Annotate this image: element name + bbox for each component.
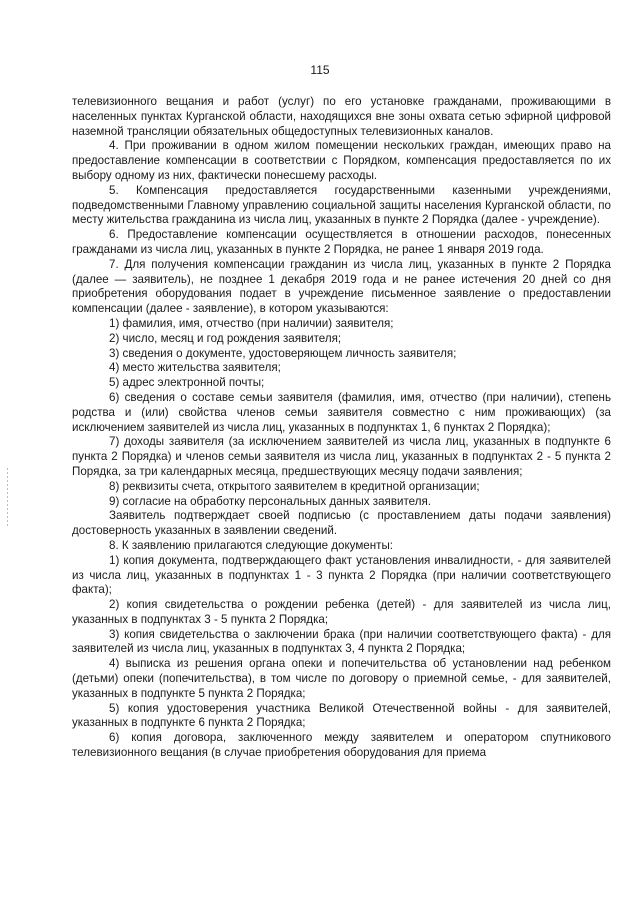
paragraph: 9) согласие на обработку персональных данных заявителя. xyxy=(109,494,431,508)
paragraph: 4. При проживании в одном жилом помещении нескольких граждан, имеющих право на предоставление компенсации в соответствии с Порядком, компенсация предоставляется по их выбору одному из них, фактически понесшему расходы. xyxy=(72,139,611,182)
paragraph: 4) место жительства заявителя; xyxy=(109,361,281,375)
paragraph: телевизионного вещания и работ (услуг) по его установке гражданами, проживающими в населенных пунктах Курганской области, находящихся вне зоны охвата сетью эфирной цифровой наземной трансляции обязательных общедоступных телевизионных каналов. xyxy=(72,95,611,138)
paragraph: 1) копия документа, подтверждающего факт установления инвалидности, - для заявителей из числа лиц, указанных в подпунктах 1 - 3 пункта 2 Порядка (при наличии соответствующего факта); xyxy=(72,553,611,597)
paragraph: 1) фамилия, имя, отчество (при наличии) заявителя; xyxy=(109,316,394,330)
paragraph: 5. Компенсация предоставляется государственными казенными учреждениями, подведомственными Главному управлению социальной защиты населения Курганской области, по месту жительства гражданина из числа лиц, указанных в пункте 2 Порядка (далее - учреждение). xyxy=(72,183,611,227)
paragraph: 7. Для получения компенсации гражданин из числа лиц, указанных в пункте 2 Порядка (далее — заявитель), не позднее 1 декабря 2019 года и не ранее истечения 20 дней со дня приобретения оборудования подает в учреждение письменное заявление о предоставлении компенсации (далее - заявление), в котором указываются: xyxy=(72,257,611,316)
paragraph: 2) копия свидетельства о рождении ребенка (детей) - для заявителей из числа лиц, указанных в подпунктах 3 - 5 пункта 2 Порядка; xyxy=(72,598,611,626)
paragraph: 8. К заявлению прилагаются следующие документы: xyxy=(109,538,394,552)
document-body xyxy=(72,95,611,761)
margin-marks xyxy=(7,468,9,528)
paragraph: 5) адрес электронной почты; xyxy=(109,376,265,390)
paragraph: 3) сведения о документе, удостоверяющем личность заявителя; xyxy=(109,346,457,360)
paragraph: 3) копия свидетельства о заключении брака (при наличии соответствующего факта) - для заявителей из числа лиц, указанных в подпунктах 3, 4 пункта 2 Порядка; xyxy=(72,627,611,656)
paragraph: 6) сведения о составе семьи заявителя (фамилия, имя, отчество (при наличии), степень родства и (или) свойства членов семьи заявителя совместно с ним проживающих) (за исключением заявителей из числа лиц, указанных в подпунктах 1, 6 пунктах 2 Порядка); xyxy=(72,390,611,434)
paragraph: 8) реквизиты счета, открытого заявителем в кредитной организации; xyxy=(109,479,480,493)
page-number: 115 xyxy=(310,63,330,77)
paragraph: 6) копия договора, заключенного между заявителем и оператором спутникового телевизионного вещания (в случае приобретения оборудования для приема xyxy=(72,731,611,760)
paragraph: 4) выписка из решения органа опеки и попечительства об установлении над ребенком (детьми) опеки (попечительства), в том числе по договору о приемной семье, - для заявителей, указанных в подпункте 5 пункта 2 Порядка; xyxy=(72,657,611,700)
paragraph: Заявитель подтверждает своей подписью (с проставлением даты подачи заявления) достоверность указанных в заявлении сведений. xyxy=(72,509,611,538)
paragraph: 5) копия удостоверения участника Великой Отечественной войны - для заявителей, указанных в подпункте 6 пункта 2 Порядка; xyxy=(72,701,611,730)
paragraph: 2) число, месяц и год рождения заявителя; xyxy=(109,331,342,345)
paragraph: 7) доходы заявителя (за исключением заявителей из числа лиц, указанных в подпункте 6 пункта 2 Порядка) и членов семьи заявителя из числа лиц, указанных в подпунктах 2 - 5 пункта 2 Порядка, за три календарных месяца, предшествующих месяцу подачи заявления; xyxy=(72,435,611,478)
paragraph: 6. Предоставление компенсации осуществляется в отношении расходов, понесенных гражданами из числа лиц, указанных в пункте 2 Порядка, не ранее 1 января 2019 года. xyxy=(72,228,611,256)
